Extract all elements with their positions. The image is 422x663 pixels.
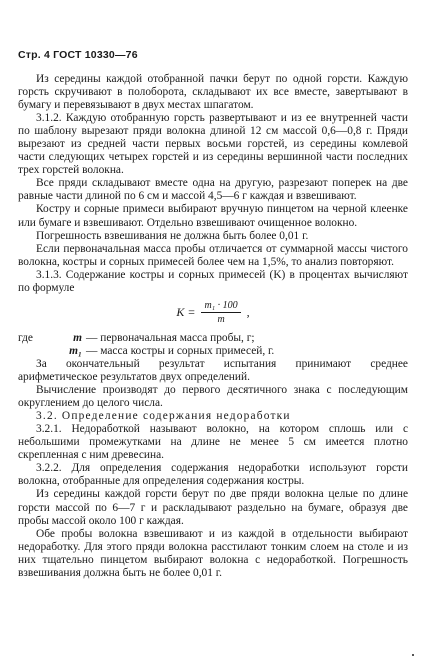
paragraph: Костру и сорные примеси выбирают вручную пинцетом на черной клеенке или бумаге и взвешивают. Отдельно взвешивают очищенное волокно.	[18, 203, 408, 229]
legend-row	[18, 345, 408, 358]
formula-lhs: K =	[176, 304, 196, 319]
formula-trail: ,	[246, 304, 250, 319]
paragraph: 3.1.3. Содержание костры и сорных примесей (K) в процентах вычисляют по формуле	[18, 268, 408, 294]
paragraph: Обе пробы волокна взвешивают и из каждой в отдельности выбирают недоработку. Для этого пряди волокна расстилают тонким слоем на столе и из них тщательно пинцетом выбирают волокна с недоработкой. Погрешность взвешивания должна быть не более 0,01 г.	[18, 527, 408, 579]
paragraph: Если первоначальная масса пробы отличается от суммарной массы чистого волокна, костры и сорных примесей более чем на 1,5%, то анализ повторяют.	[18, 242, 408, 268]
paragraph: Вычисление производят до первого десятичного знака с последующим округлением до целого числа.	[18, 384, 408, 410]
paragraph: 3.2.2. Для определения содержания недоработки используют горсти волокна, отобранные для определения содержания костры.	[18, 462, 408, 488]
formula	[18, 299, 408, 326]
paragraph: 3.2.1. Недоработкой называют волокно, на котором сплошь или с небольшими промежутками на длине не менее 5 см имеется плотно скрепленная с ним древесина.	[18, 423, 408, 462]
section-title: 3.2. Определение содержания недоработки	[36, 410, 291, 423]
paragraph: Из середины каждой отобранной пачки берут по одной горсти. Каждую горсть скручивают в полоборота, складывают их все вместе, завертывают в бумагу и перевязывают в двух местах шпагатом.	[18, 73, 408, 112]
legend-symbol: m	[73, 331, 82, 344]
formula-fraction	[201, 299, 240, 326]
legend-text: — масса костры и сорных примесей, г.	[86, 344, 275, 357]
paragraph: Все пряди складывают вместе одна на другую, разрезают поперек на две равные части длиной по 6 см и массой 4,5—6 г каждая и взвешивают.	[18, 177, 408, 203]
formula-legend	[18, 332, 408, 358]
formula-denominator: m	[217, 313, 225, 325]
paragraph: Из середины каждой горсти берут по две пряди волокна целые по длине горсти массой по 6—7 г и раскладывают раздельно на бумаге, образуя две пробы массой около 100 г каждая.	[18, 488, 408, 527]
legend-prefix: где	[18, 331, 33, 344]
legend-prefix	[18, 345, 46, 358]
legend-row	[18, 332, 408, 345]
paragraph: За окончательный результат испытания принимают среднее арифметическое результатов двух определений.	[18, 357, 408, 384]
formula-numerator: m₁ · 100	[201, 299, 240, 313]
legend-text: — первоначальная масса пробы, г;	[86, 331, 255, 344]
paragraph: Погрешность взвешивания не должна быть более 0,01 г.	[36, 229, 309, 242]
legend-symbol: m₁	[69, 344, 82, 357]
scan-speck	[412, 654, 414, 656]
page-header: Стр. 4 ГОСТ 10330—76	[18, 49, 138, 61]
paragraph: 3.1.2. Каждую отобранную горсть развертывают и из ее внутренней части по шаблону вырезают пряди волокна длиной 12 см массой 0,6—0,8 г. Пряди вырезают из средней части первых восьми горстей, из середины комлевой части следующих четырех горстей и из середины вершинной части последних трех горстей волокна.	[18, 112, 408, 177]
document-body	[18, 73, 408, 580]
